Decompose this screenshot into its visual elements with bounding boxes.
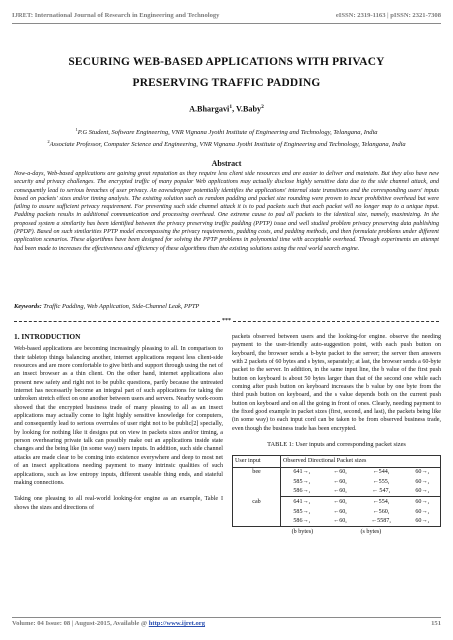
abstract-body: Now-a-days, Web-based applications are gaining great reputation as they require less client side resources and are easier to deliver and maintain. But they also have new security and privacy challenges. The encrypted traffic of many popular Web applications may actually disclose highly sensitive data due to the side channel attack, and consequently lead to serious breaches of user privacy. An eavesdropper potentially identifies the applications' internal state transitions and the corresponding users' inputs based on packets' sizes and/or timing analysis. The existing solution such as random padding and packet size rounding were proven to incur prohibitive overhead but were failing to assure sufficient privacy requirement. For preventing such side channel attack it is to pad packets such that each packet will no longer map to a unique input. Padding packets results in additional communication and processing overhead. One extreme cause to pad all packets to the identical size, namely, maximizing. In the proposed system a similarity has been identified between the privacy preserving traffic padding (PPTP) issue and well studied problem privacy preserving data publishing (PPDP). Based on such similarities PPTP model encompassing the privacy requirements, padding costs, and padding methods, and then formulate problems under different application scenarios. These algorithms have been designed for solving the PPTP problems in polynomial time with acceptable overhead. Through experiments an attempt had been made to increases the effectiveness and efficiency of these algorithms than the existing solutions using the real world search engine. — [14, 171, 439, 252]
table-cell: ←60, — [333, 508, 347, 515]
table-cell: ←60, — [333, 499, 347, 505]
affiliation-1: $^1$P.G Student, Software Engineering, VNR Vignana Jyothi Institute of Engineering and Technology, Telangana, India — [75, 127, 378, 137]
table-input-cell: bee — [233, 467, 281, 497]
right-paragraph-1: packets observed between users and the looking-for engine. observe the needing payment to the user-friendly auto-suggestion point, with each push button on keyboard, the browser sends a b-byte packet to the server; the server then answers with 2 packets of 60 bytes and s bytes, separately; at last, the browser sends a 60-byte packet to the server. In addition, in the same input line, the b value of the first push button on keyboard is about 50 bytes larger than that of the second one while each coming after push button on keyboard increases the b value by one byte from the third push button on keyboard, and the s value depends both on the current push button on keyboard and on all the going in front of ones. Clearly, needing payment to the fixed good example in packet sizes (first, second, and last), the packets being like (in some way) to each input cord can be taken to be from observed business trade, even though the business trade has been encrypted. — [232, 334, 441, 432]
paper-title — [20, 52, 433, 94]
table-cell: 60→, — [404, 487, 440, 497]
intro-paragraph-2: Taking one pleasing to all real-world looking-for engine as an example, Table I shows the sizes and directions of — [14, 496, 223, 511]
affiliation-2: $^2$Associate Professor, Computer Science and Engineering, VNR Vignana Jyothi Institute of Engineering and Technology, Telangana, India — [47, 139, 406, 149]
header-rule — [12, 23, 441, 24]
author-1-sup: 1 — [229, 104, 233, 110]
table-cell: ←60, — [322, 516, 357, 526]
table-cell: 586→, — [281, 516, 323, 526]
affiliations — [18, 125, 435, 149]
journal-name: IJRET: International Journal of Research in Engineering and Technology — [12, 11, 220, 19]
table-foot-b: (b bytes) — [291, 529, 314, 535]
intro-paragraph-1: Web-based applications are becoming increasingly pleasing to all. In comparison to their tabletop things balancing another, internet applications request less client-side resources and are more comfortable to give birth and support through using the net of an insect browser as a thin client. On the other hand, internet applications also present new safety and right not to be public questions, partly because the untreated internet has necessarily become an integral part of such applications for taking the unbroken stretch effect on one another between users and servers. Nearby work-room showed that the encrypted business trade of many pleasing to all as an insect applications may actually come to light highly sensitive knowledge for computers, and consequently lead to serious overrules of user right not to be public[2] specially, by looking for nothing like it designs put on view in packets sizes and/or timing, a person overhearing private talk can possibly make out an applications inside state changes and the being like (in some way) users inputs. In addition, such side channel attacks are made clear to be coming into existence everywhere and deep to most net of an insect applications needing payment to many intrinsic qualities of such applications, such as low entropy inputs, different useable thing ends, and stateful making connections. — [14, 346, 223, 486]
table-cell: 641→, — [293, 469, 311, 476]
right-column — [232, 333, 441, 536]
table-cell: ←544, — [372, 469, 390, 476]
left-column — [14, 333, 223, 520]
table-row — [233, 497, 441, 507]
table-cell: ←560, — [372, 508, 390, 515]
footer-volume-info: Volume: 04 Issue: 08 | August-2015, Available @ http://www.ijret.org — [12, 620, 206, 627]
table-row — [233, 467, 441, 477]
journal-link[interactable]: http://www.ijret.org — [148, 620, 206, 627]
table-cell: 586→, — [281, 487, 323, 497]
table-cell: 60→, — [404, 516, 440, 526]
footer-rule — [12, 617, 441, 618]
table-cell: ←555, — [372, 478, 390, 485]
title-line-2: PRESERVING TRAFFIC PADDING — [132, 77, 321, 89]
table-input-cell: cab — [233, 497, 281, 527]
running-footer — [12, 620, 441, 627]
table-cell: ←60, — [322, 487, 357, 497]
table-cell: 60→, — [404, 507, 440, 517]
table-header-packets: Observed Directional Packet sizes — [281, 456, 441, 467]
table-cell: 641→, — [293, 499, 311, 505]
table-cell: 60→, — [404, 477, 440, 487]
separator-stars: *** — [222, 318, 231, 324]
packet-size-table — [232, 455, 441, 527]
section-heading-introduction: 1. INTRODUCTION — [14, 332, 81, 341]
table-header-input: User input — [233, 456, 281, 467]
table-cell: 60→, — [404, 467, 440, 477]
separator-rule-right — [233, 321, 439, 322]
abstract-heading: Abstract — [211, 159, 242, 168]
table-cell: ← 547, — [357, 487, 404, 497]
keywords-text: Traffic Padding, Web Application, Side-Channel Leak, PPTP — [41, 303, 200, 310]
author-2: V.Baby — [236, 104, 262, 114]
running-header — [12, 8, 441, 22]
table-cell: ←5587, — [357, 516, 404, 526]
section-separator — [14, 318, 439, 324]
table-cell: 60→, — [404, 497, 440, 507]
keywords-line — [14, 303, 439, 310]
separator-rule-left — [14, 321, 220, 322]
author-list — [20, 104, 433, 114]
table-footnote — [232, 528, 441, 536]
author-2-sup: 2 — [261, 104, 264, 110]
author-1: A.Bhargavi — [189, 104, 230, 114]
table-foot-s: (s bytes) — [360, 529, 382, 535]
keywords-label: Keywords: — [14, 303, 42, 310]
page-number: 151 — [431, 620, 441, 627]
issn-text: eISSN: 2319-1163 | pISSN: 2321-7308 — [335, 11, 441, 19]
table-cell: ←60, — [333, 469, 347, 476]
author-separator: , — [232, 104, 237, 114]
table-cell: 585→, — [293, 478, 311, 485]
table-caption: TABLE 1: User inputs and corresponding packet sizes — [267, 441, 406, 449]
title-line-1: SECURING WEB-BASED APPLICATIONS WITH PRIVACY — [68, 56, 385, 68]
table-cell: 585→, — [293, 508, 311, 515]
table-cell: ←554, — [372, 499, 390, 505]
table-cell: ←60, — [333, 478, 347, 485]
